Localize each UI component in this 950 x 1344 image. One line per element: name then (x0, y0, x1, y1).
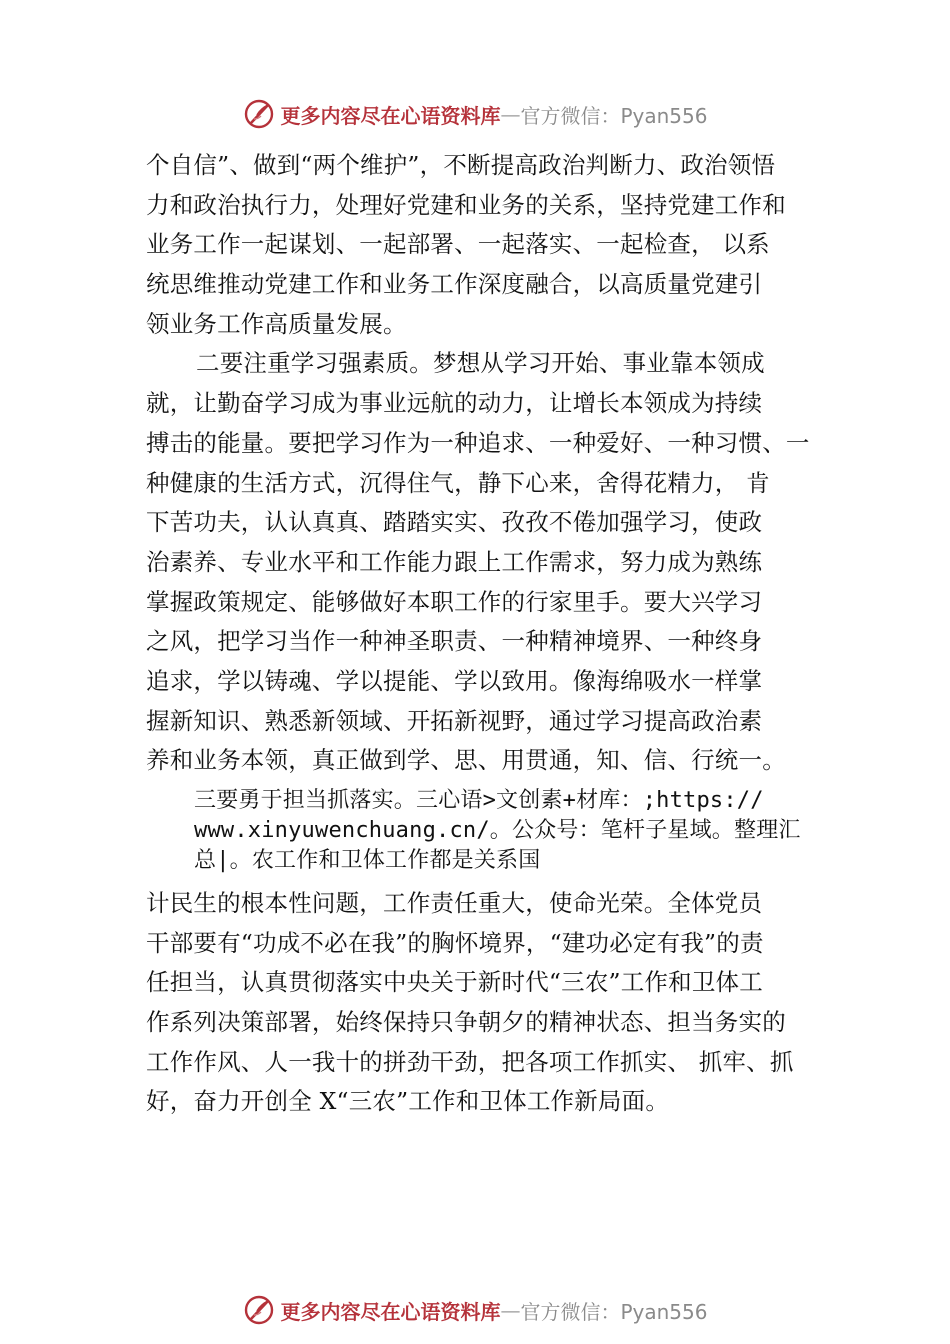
banner-library-text: 更多内容尽在心语资料库 (280, 1299, 501, 1324)
banner-dash: — (500, 1298, 521, 1322)
text-line: www.xinyuwenchuang.cn/。公众号：笔杆子星域。整理汇 (194, 818, 801, 843)
inserted-text-block (194, 786, 854, 876)
text-line: 搏击的能量。要把学习作为一种追求、一种爱好、一种习惯、一 (146, 428, 810, 457)
text-line: 统思维推动党建工作和业务工作深度融合，以高质量党建引 (146, 270, 763, 299)
text-line: 掌握政策规定、能够做好本职工作的行家里手。要大兴学习 (146, 587, 763, 616)
banner-wechat-text: 官方微信：Pyan556 (520, 1299, 708, 1324)
text-line: 总|。农工作和卫体工作都是关系国 (194, 848, 541, 873)
banner-library-text: 更多内容尽在心语资料库 (280, 103, 501, 128)
text-line: 工作作风、人一我十的拼劲干劲，把各项工作抓实、 抓牢、抓 (146, 1047, 794, 1076)
text-line: 力和政治执行力，处理好党建和业务的关系，坚持党建工作和 (146, 190, 786, 219)
text-line: 好，奋力开创全 X“三农”工作和卫体工作新局面。 (146, 1087, 670, 1116)
text-line: 作系列决策部署，始终保持只争朝夕的精神状态、担当务实的 (146, 1008, 786, 1037)
text-line: 计民生的根本性问题，工作责任重大，使命光荣。全体党员 (146, 889, 763, 917)
text-line: 领业务工作高质量发展。 (146, 309, 407, 338)
footer-banner (0, 1290, 950, 1330)
text-line: 下苦功夫，认认真真、踏踏实实、孜孜不倦加强学习，使政 (146, 508, 763, 537)
text-line: 任担当，认真贯彻落实中央关于新时代“三农”工作和卫体工 (146, 968, 763, 997)
document-body-continued (146, 884, 826, 1122)
text-line: 治素养、专业水平和工作能力跟上工作需求，努力成为熟练 (146, 547, 763, 576)
text-line: 个自信”、做到“两个维护”，不断提高政治判断力、政治领悟 (146, 151, 776, 179)
banner-wechat-text: 官方微信：Pyan556 (520, 103, 708, 128)
text-line: 之风，把学习当作一种神圣职责、一种精神境界、一种终身 (146, 627, 763, 656)
text-line: 握新知识、熟悉新领域、开拓新视野，通过学习提高政治素 (146, 706, 763, 735)
text-line: 就，让勤奋学习成为事业远航的动力，让增长本领成为持续 (146, 389, 763, 418)
quill-logo-icon (242, 97, 276, 131)
text-line: 业务工作一起谋划、一起部署、一起落实、一起检查， 以系 (146, 230, 770, 259)
text-line: 种健康的生活方式，沉得住气，静下心来，舍得花精力， 肯 (146, 468, 770, 497)
header-banner (0, 94, 950, 134)
quill-logo-icon (242, 1293, 276, 1327)
banner-dash: — (500, 102, 521, 126)
text-line: 二要注重学习强素质。梦想从学习开始、事业靠本领成 (196, 349, 765, 378)
text-line: 养和业务本领，真正做到学、思、用贯通，知、信、行统一。 (146, 746, 786, 775)
text-line: 追求，学以铸魂、学以提能、学以致用。像海绵吸水一样掌 (146, 666, 763, 695)
text-line: 干部要有“功成不必在我”的胸怀境界，“建功必定有我”的责 (146, 928, 764, 957)
text-line: 三要勇于担当抓落实。三心语>文创素+材库：;https:// (194, 788, 764, 813)
document-body (146, 146, 826, 781)
